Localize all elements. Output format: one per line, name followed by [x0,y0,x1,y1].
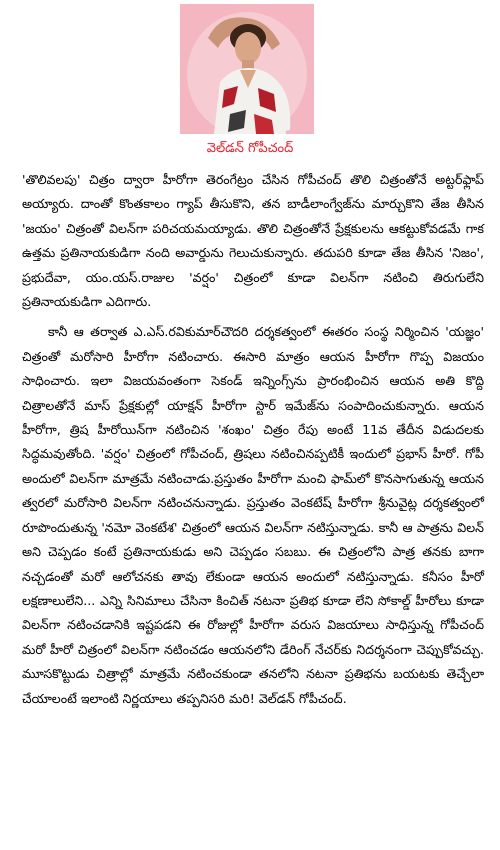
actor-portrait-image [180,4,314,134]
article-body [22,168,484,717]
article-paragraph-intro: 'తొలివలపు' చిత్రం ద్వారా హీరోగా తెరంగేట్రం చేసిన గోపీచంద్ తొలి చిత్రంతోనే అట్టర్‌ఫ్లాప్ అయ్యారు. దాంతో కొంతకాలం గ్యాప్ తీసుకొని, తన బాడీలాంగ్వేజ్‌ను మార్చుకొని తేజ తీసిన 'జయం' చిత్రంతో విలన్‌గా పరిచయమయ్యాడు. తొలి చిత్రంతోనే ప్రేక్షకులను ఆకట్టుకోవడమే గాక ఉత్తమ ప్రతినాయకుడిగా నంది అవార్డును గెలుచుకున్నారు. తదుపరి కూడా తేజ తీసిన 'నిజం', ప్రభుదేవా, యం.యస్.రాజుల 'వర్షం' చిత్రంలో కూడా విలన్‌గా నటించి తిరుగులేని ప్రతినాయకుడిగా ఎదిగారు. [22,172,484,310]
article-paragraph-main: కానీ ఆ తర్వాత ఎ.ఎస్.రవికుమార్‌చౌదరి దర్శకత్వంలో ఈతరం సంస్థ నిర్మించిన 'యజ్ఞం' చిత్రంతో మరోసారి హీరోగా నటించారు. ఈసారి మాత్రం ఆయన హీరోగా గొప్ప విజయం సాధించారు. ఇలా విజయవంతంగా సెకండ్ ఇన్నింగ్స్‌ను ప్రారంభించిన ఆయన అతి కొద్ది చిత్రాలతోనే మాస్ ప్రేక్షకుల్లో యాక్షన్ హీరోగా స్టార్ ఇమేజ్‌ను సంపాదించుకున్నారు. ఆయన హీరోగా, త్రిష హీరోయిన్‌గా నటించిన 'శంఖం' చిత్రం రేపు అంటే 11వ తేదీన విడుదలకు సిద్ధమవుతోంది. 'వర్షం' చిత్రంలో గోపీచంద్, త్రిషలు నటించినప్పటికీ ఇందులో ప్రభాస్ హీరో. గోపీ అందులో విలన్‌గా మాత్రమే నటించాడు.ప్రస్తుతం హీరోగా మంచి ఫామ్‌లో కొనసాగుతున్న ఆయన త్వరలో మరోసారి విలన్‌గా నటించనున్నాడు. ప్రస్తుతం వెంకటేష్ హీరోగా శ్రీనువైట్ల దర్శకత్వంలో రూపొందుతున్న 'నమో వెంకటేశ' చిత్రంలో ఆయన విలన్‌గా నటిస్తున్నాడు. కానీ ఆ పాత్రను విలన్ అని చెప్పడం కంటే ప్రతినాయకుడు అని చెప్పడం సబబు. ఈ చిత్రంలోని పాత్ర తనకు బాగా నచ్చడంతో మరో ఆలోచనకు తావు లేకుండా ఆయన అందులో నటిస్తున్నాడు. కనీసం హీరో లక్షణాలులేని... ఎన్ని సినిమాలు చేసినా కించిత్ నటనా ప్రతిభ కూడా లేని సోకాల్డ్ హీరోలు కూడా విలన్‌గా నటించడానికి ఇష్టపడని ఈ రోజుల్లో హీరోగా వరుస విజయాలు సాధిస్తున్న గోపీచంద్ మరో హీరో చిత్రంలో విలన్‌గా నటించడం ఆయనలోని డేరింగ్ నేచర్‌కు నిదర్శనంగా చెప్పుకోవచ్చు. మూసకొట్టుడు చిత్రాల్లో మాత్రమే నటించకుండా తనలోని నటనా ప్రతిభను బయటకు తెచ్చేలా చేయాలంటే ఇలాంటి నిర్ణయాలు తప్పనిసరి మరి! వెల్‌డన్ గోపీచంద్. [22,324,484,706]
article-headline: వెల్‌డన్ గోపీచంద్ [206,141,294,156]
hero-photo [180,4,314,134]
